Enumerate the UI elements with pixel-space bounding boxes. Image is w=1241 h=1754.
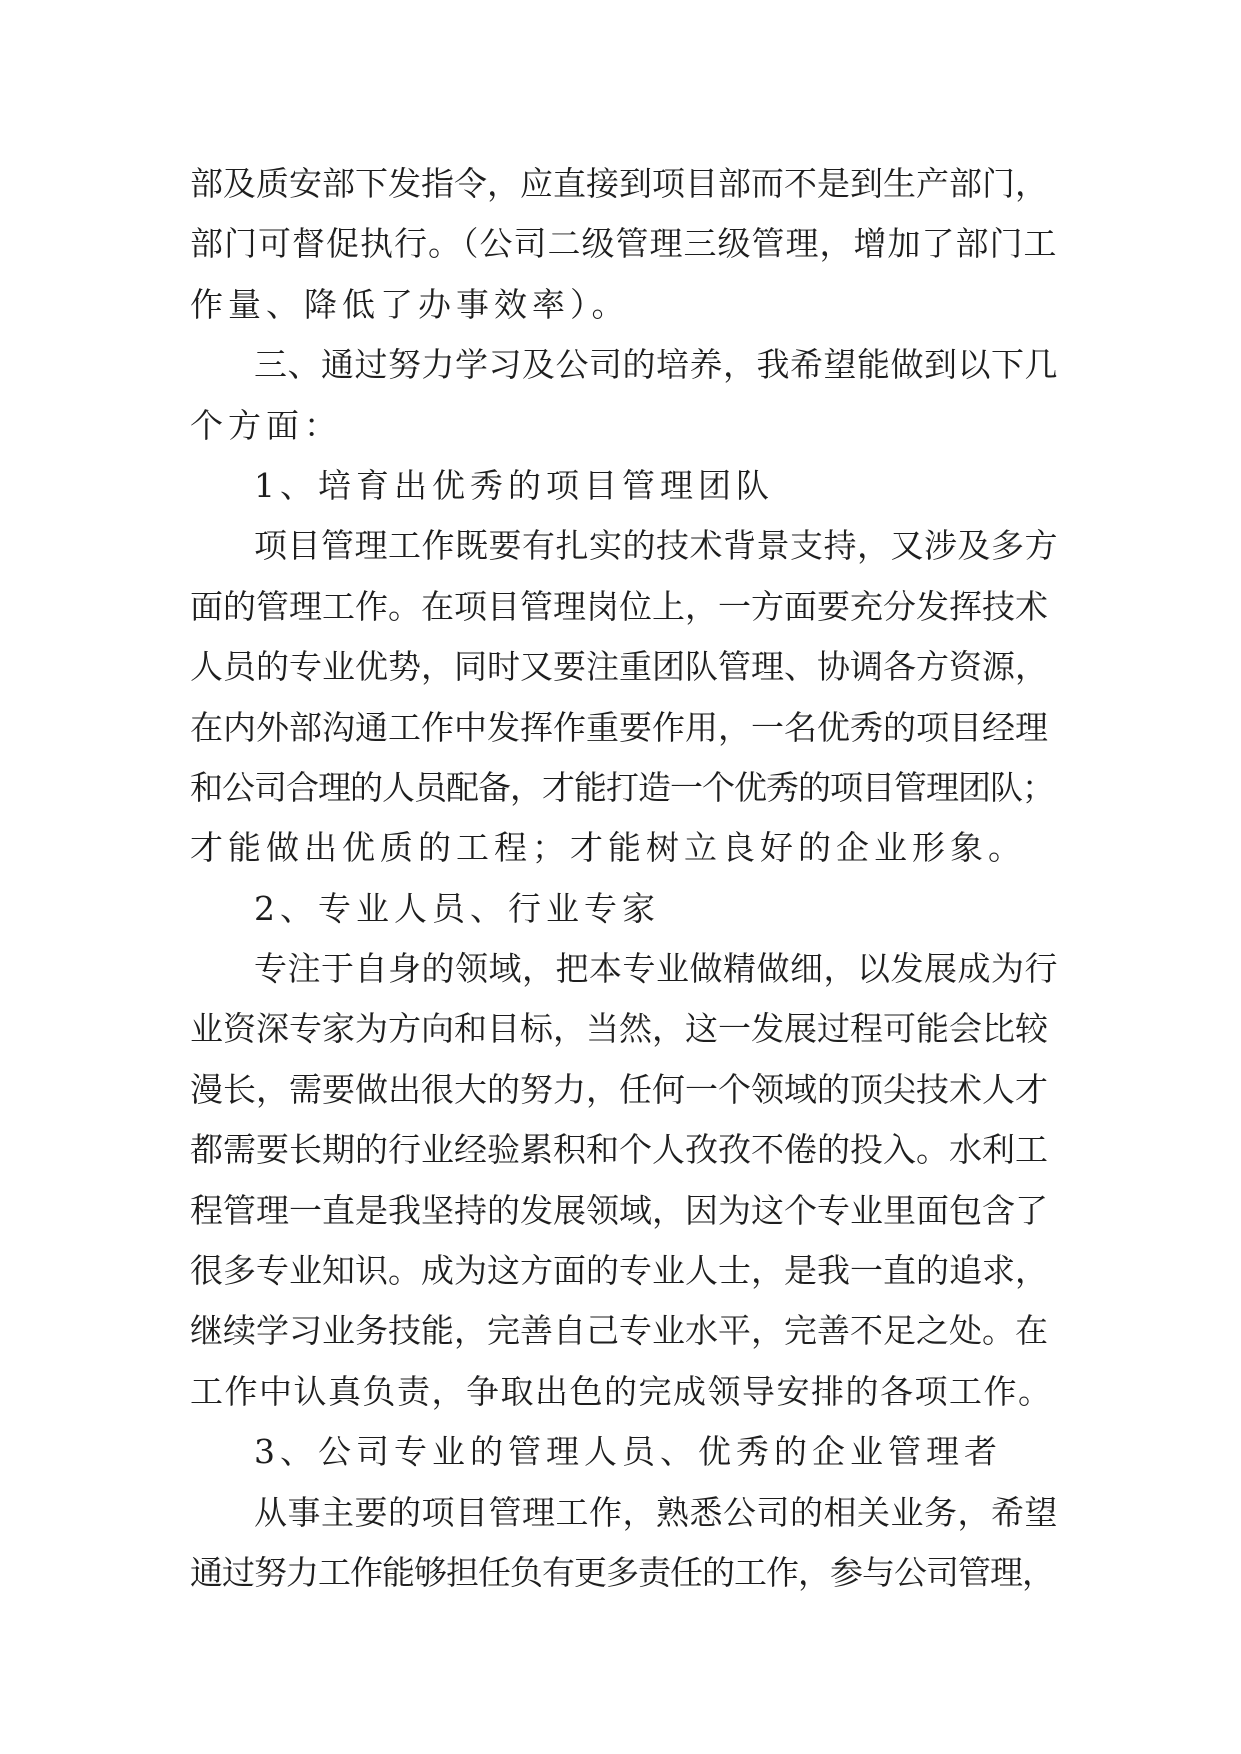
text-line: 业资深专家为方向和目标，当然，这一发展过程可能会比较 (190, 1009, 1048, 1049)
text-line: 继续学习业务技能，完善自己专业水平，完善不足之处。在 (190, 1311, 1048, 1351)
text-line: 专注于自身的领域，把本专业做精做细，以发展成为行 (254, 949, 1058, 989)
text-line: 才能做出优质的工程；才能树立良好的企业形象。 (190, 828, 1026, 868)
text-line: 1、培育出优秀的项目管理团队 (254, 465, 774, 505)
text-line: 和公司合理的人员配备，才能打造一个优秀的项目管理团队； (190, 767, 1054, 807)
document-body (190, 154, 1060, 1603)
text-line: 三、通过努力学习及公司的培养，我希望能做到以下几 (254, 345, 1058, 385)
text-line: 从事主要的项目管理工作，熟悉公司的相关业务，希望 (254, 1492, 1058, 1532)
text-line: 面的管理工作。在项目管理岗位上，一方面要充分发挥技术 (190, 586, 1048, 626)
text-line: 作量、降低了办事效率）。 (190, 284, 630, 324)
text-line: 部门可督促执行。（公司二级管理三级管理，增加了部门工 (190, 224, 1058, 264)
text-line: 2、专业人员、行业专家 (254, 888, 660, 928)
text-line: 在内外部沟通工作中发挥作重要作用，一名优秀的项目经理 (190, 707, 1048, 747)
text-line: 很多专业知识。成为这方面的专业人士，是我一直的追求， (190, 1251, 1048, 1291)
text-line: 都需要长期的行业经验累积和个人孜孜不倦的投入。水利工 (190, 1130, 1048, 1170)
text-line: 工作中认真负责，争取出色的完成领导安排的各项工作。 (190, 1371, 1053, 1411)
text-line: 漫长，需要做出很大的努力，任何一个领域的顶尖技术人才 (190, 1069, 1048, 1109)
text-line: 部及质安部下发指令，应直接到项目部而不是到生产部门， (190, 164, 1048, 203)
text-line: 通过努力工作能够担任负有更多责任的工作，参与公司管理， (190, 1552, 1054, 1592)
text-line: 3、公司专业的管理人员、优秀的企业管理者 (254, 1432, 1002, 1472)
text-line: 项目管理工作既要有扎实的技术背景支持，又涉及多方 (254, 526, 1058, 566)
text-line: 个方面： (190, 405, 342, 445)
text-line: 人员的专业优势，同时又要注重团队管理、协调各方资源， (190, 647, 1048, 687)
text-line: 程管理一直是我坚持的发展领域，因为这个专业里面包含了 (190, 1190, 1048, 1230)
